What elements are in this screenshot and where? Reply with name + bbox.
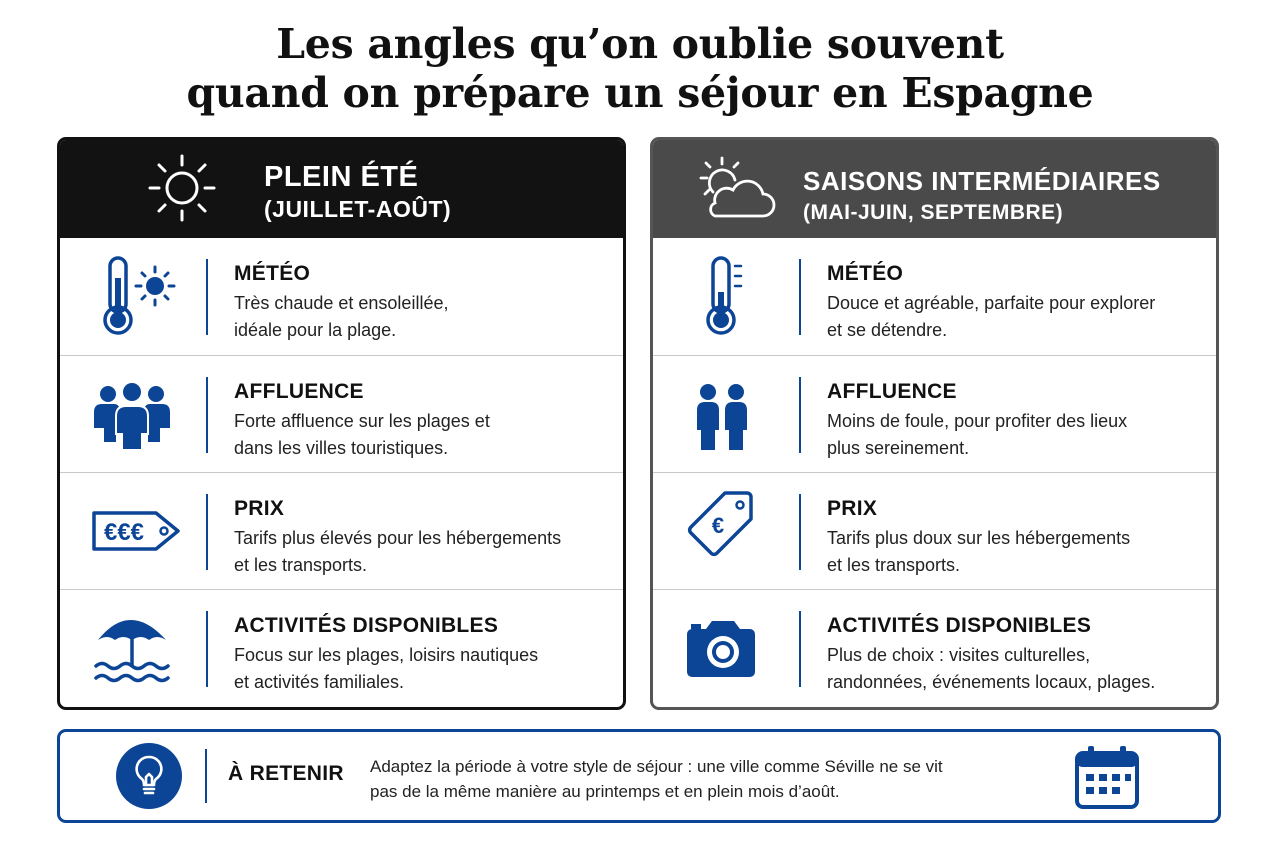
row-description [827, 290, 1207, 344]
crowd-icon [80, 370, 200, 458]
two-people-icon [673, 370, 793, 458]
summer-row-price [60, 472, 623, 589]
row-label: ACTIVITÉS DISPONIBLES [827, 614, 1092, 637]
row-description-line: Tarifs plus élevés pour les hébergements [234, 528, 562, 548]
takeaway-label: À RETENIR [228, 762, 344, 785]
summer-subtitle: (JUILLET-AOÛT) [264, 196, 452, 222]
takeaway-box [57, 729, 1221, 823]
row-description-line: dans les villes touristiques. [234, 438, 449, 458]
row-description [234, 290, 614, 344]
summer-row-activities [60, 589, 623, 706]
summer-row-crowds [60, 355, 623, 472]
row-description [234, 408, 614, 462]
row-label: AFFLUENCE [234, 380, 364, 403]
row-divider [206, 259, 208, 335]
row-description [234, 525, 614, 579]
calendar-icon [1072, 743, 1142, 811]
row-description-line: et se détendre. [827, 320, 948, 340]
title-line-2: quand on prépare un séjour en Espagne [186, 69, 1094, 117]
row-label: PRIX [234, 497, 285, 520]
summer-panel [57, 137, 626, 710]
mid-row-crowds [653, 355, 1216, 472]
row-description [827, 408, 1207, 462]
row-description-line: Plus de choix : visites culturelles, [827, 645, 1091, 665]
row-divider [206, 611, 208, 687]
euro-tag-text: € [711, 513, 725, 538]
price-tag-icon [80, 487, 200, 575]
row-description-line: et les transports. [827, 555, 961, 575]
thermometer-icon [673, 252, 793, 340]
row-label: AFFLUENCE [827, 380, 957, 403]
takeaway-divider [205, 749, 207, 803]
mid-season-subtitle: (MAI-JUIN, SEPTEMBRE) [803, 201, 1064, 224]
mid-row-activities [653, 589, 1216, 706]
camera-icon [673, 604, 793, 692]
row-divider [799, 611, 801, 687]
row-description-line: plus sereinement. [827, 438, 970, 458]
row-description-line: Douce et agréable, parfaite pour explorer [827, 293, 1156, 313]
euro-tag-icon [673, 487, 793, 575]
row-description [827, 525, 1207, 579]
row-divider [206, 494, 208, 570]
takeaway-text-line: pas de la même manière au printemps et en plein mois d’août. [370, 782, 840, 801]
row-label: MÉTÉO [827, 262, 904, 285]
mid-season-header [653, 140, 1216, 238]
sun-cloud-icon [693, 154, 783, 224]
summer-row-weather [60, 238, 623, 355]
row-description-line: Très chaude et ensoleillée, [234, 293, 449, 313]
row-divider [799, 377, 801, 453]
row-description [234, 642, 614, 696]
lightbulb-icon [116, 743, 182, 809]
summer-title: PLEIN ÉTÉ [264, 161, 419, 193]
title-line-1: Les angles qu’on oublie souvent [276, 20, 1004, 68]
price-tag-text: €€€ [103, 519, 145, 546]
mid-season-panel [650, 137, 1219, 710]
row-divider [799, 494, 801, 570]
row-description-line: idéale pour la plage. [234, 320, 397, 340]
mid-row-weather [653, 238, 1216, 355]
row-description-line: et les transports. [234, 555, 368, 575]
row-divider [799, 259, 801, 335]
row-description [827, 642, 1207, 696]
row-label: MÉTÉO [234, 262, 311, 285]
takeaway-text-line: Adaptez la période à votre style de séjour : une ville comme Séville ne se vit [370, 757, 943, 776]
row-description-line: Focus sur les plages, loisirs nautiques [234, 645, 539, 665]
mid-season-title: SAISONS INTERMÉDIAIRES [803, 166, 1161, 196]
row-label: ACTIVITÉS DISPONIBLES [234, 614, 499, 637]
sun-icon [144, 152, 220, 224]
row-description-line: Tarifs plus doux sur les hébergements [827, 528, 1131, 548]
page-title [0, 20, 1280, 118]
row-label: PRIX [827, 497, 878, 520]
takeaway-text [370, 754, 1010, 804]
mid-row-price [653, 472, 1216, 589]
row-description-line: randonnées, événements locaux, plages. [827, 672, 1156, 692]
thermometer-sun-icon [80, 252, 200, 340]
beach-umbrella-icon [80, 604, 200, 692]
row-description-line: Moins de foule, pour profiter des lieux [827, 411, 1128, 431]
summer-header [60, 140, 623, 238]
row-divider [206, 377, 208, 453]
row-description-line: Forte affluence sur les plages et [234, 411, 490, 431]
row-description-line: et activités familiales. [234, 672, 405, 692]
